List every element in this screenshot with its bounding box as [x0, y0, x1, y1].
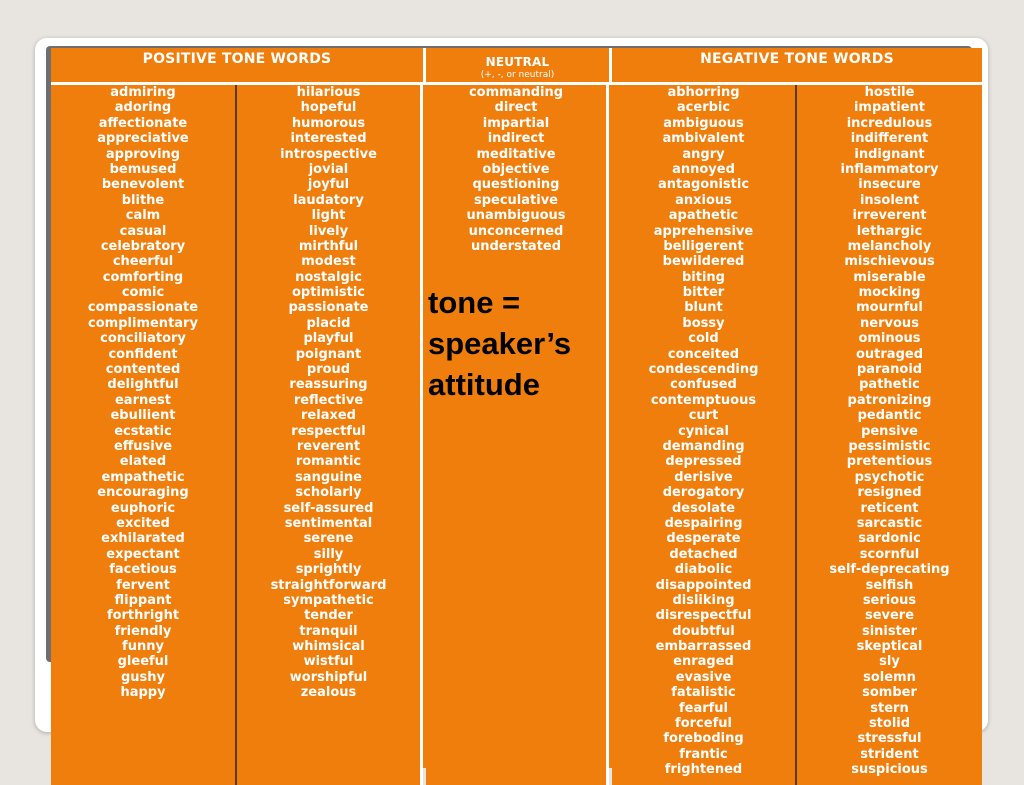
- tone-word: nervous: [860, 315, 919, 331]
- tone-word: somber: [862, 685, 917, 701]
- tone-word: apathetic: [668, 208, 739, 224]
- tone-word: sardonic: [858, 531, 921, 547]
- tone-word: frightened: [664, 762, 743, 778]
- tone-word: forceful: [675, 716, 732, 732]
- tone-word: derogatory: [662, 485, 745, 501]
- tone-word: forthright: [106, 608, 180, 624]
- tone-word: romantic: [295, 454, 362, 470]
- negative-header: [612, 48, 982, 82]
- tone-word: approving: [105, 146, 181, 162]
- tone-word: impatient: [853, 100, 926, 116]
- tone-word: stolid: [868, 716, 911, 732]
- tone-word: melancholy: [847, 238, 932, 254]
- neutral-header: [426, 48, 612, 82]
- tone-word: blunt: [684, 300, 723, 316]
- caption-line: tone =: [428, 285, 521, 320]
- tone-word: insecure: [858, 177, 921, 193]
- tone-word: bitter: [682, 285, 725, 301]
- tone-word: annoyed: [672, 161, 735, 177]
- tone-word: mournful: [856, 300, 923, 316]
- tone-word: sarcastic: [856, 515, 923, 531]
- tone-word: abhorring: [667, 85, 740, 100]
- tone-word: commanding: [468, 85, 564, 100]
- tone-word: irreverent: [852, 208, 927, 224]
- tone-word: indifferent: [850, 131, 929, 147]
- tone-word: impartial: [482, 115, 550, 131]
- tone-word: belligerent: [663, 238, 744, 254]
- tone-word: euphoric: [110, 500, 176, 516]
- tone-word: psychotic: [854, 469, 925, 485]
- tone-word: happy: [120, 685, 166, 701]
- tone-word: light: [311, 208, 346, 224]
- neutral-header-subtitle: (+, -, or neutral): [480, 70, 555, 80]
- tone-word: introspective: [280, 146, 377, 162]
- negative-header-title: NEGATIVE TONE WORDS: [700, 51, 894, 67]
- tone-word: pathetic: [859, 377, 920, 393]
- tone-word: disrespectful: [655, 608, 752, 624]
- neutral-words-column: [426, 85, 609, 785]
- tone-word: condescending: [648, 362, 759, 378]
- tone-word: depressed: [665, 454, 742, 470]
- tone-word: proud: [306, 362, 351, 378]
- tone-word: relaxed: [301, 408, 356, 424]
- tone-word: sinister: [861, 623, 918, 639]
- tone-word: biting: [682, 269, 725, 285]
- tone-word: conciliatory: [100, 331, 186, 347]
- tone-word: sly: [879, 654, 900, 670]
- tone-word: serious: [862, 592, 917, 608]
- tone-words-table: [51, 48, 982, 778]
- positive-header-title: POSITIVE TONE WORDS: [142, 51, 332, 67]
- tone-word: confident: [108, 346, 178, 362]
- tone-word: foreboding: [663, 731, 744, 747]
- tone-word: apprehensive: [653, 223, 754, 239]
- tone-word: elated: [119, 454, 167, 470]
- tone-word: empathetic: [101, 469, 185, 485]
- tone-word: contemptuous: [650, 392, 757, 408]
- tone-word: contented: [105, 362, 181, 378]
- tone-word: pensive: [861, 423, 918, 439]
- tone-word: curt: [688, 408, 719, 424]
- tone-word: speculative: [473, 192, 558, 208]
- tone-word: earnest: [114, 392, 172, 408]
- tone-word: resigned: [857, 485, 922, 501]
- tone-word: comforting: [102, 269, 184, 285]
- tone-word: outraged: [855, 346, 923, 362]
- tone-word: calm: [125, 208, 161, 224]
- tone-word: sprightly: [295, 562, 362, 578]
- tone-word: appreciative: [97, 131, 189, 147]
- tone-word: miserable: [853, 269, 926, 285]
- tone-word: sympathetic: [283, 592, 374, 608]
- tone-word: mocking: [858, 285, 921, 301]
- tone-word: humorous: [291, 115, 366, 131]
- tone-word: ambiguous: [663, 115, 744, 131]
- tone-word: compassionate: [87, 300, 199, 316]
- tone-word: conceited: [667, 346, 740, 362]
- tone-word: worshipful: [289, 669, 368, 685]
- tone-word: serene: [303, 531, 354, 547]
- tone-word: derisive: [674, 469, 733, 485]
- tone-word: frantic: [679, 746, 728, 762]
- positive-header: [51, 48, 426, 82]
- tone-word: self-assured: [283, 500, 374, 516]
- tone-word: complimentary: [88, 315, 198, 331]
- tone-word: questioning: [472, 177, 560, 193]
- tone-definition-caption: [428, 282, 571, 405]
- tone-word: pessimistic: [848, 438, 931, 454]
- tone-word: expectant: [106, 546, 180, 562]
- tone-word: indignant: [854, 146, 925, 162]
- tone-word: acerbic: [676, 100, 731, 116]
- tone-word: disliking: [672, 592, 735, 608]
- tone-word: paranoid: [856, 362, 923, 378]
- tone-word: cheerful: [112, 254, 174, 270]
- tone-word: interested: [290, 131, 367, 147]
- tone-word: straightforward: [270, 577, 387, 593]
- tone-word: ebullient: [110, 408, 176, 424]
- neutral-header-title: NEUTRAL: [485, 55, 550, 69]
- tone-word: ecstatic: [114, 423, 172, 439]
- tone-word: passionate: [288, 300, 369, 316]
- tone-word: encouraging: [97, 485, 189, 501]
- tone-word: comic: [121, 285, 165, 301]
- tone-word: placid: [306, 315, 351, 331]
- positive-words-column-1: [51, 85, 237, 785]
- tone-word: strident: [860, 746, 919, 762]
- tone-word: tender: [304, 608, 353, 624]
- tone-word: blithe: [121, 192, 165, 208]
- tone-word: modest: [301, 254, 356, 270]
- tone-word: lethargic: [856, 223, 923, 239]
- tone-word: joyful: [307, 177, 350, 193]
- tone-word: antagonistic: [657, 177, 750, 193]
- caption-line: attitude: [428, 367, 540, 402]
- tone-word: diabolic: [674, 562, 733, 578]
- tone-word: casual: [119, 223, 167, 239]
- tone-word: whimsical: [292, 639, 365, 655]
- tone-word: skeptical: [856, 639, 923, 655]
- tone-word: enraged: [673, 654, 734, 670]
- tone-word: mischievous: [844, 254, 935, 270]
- tone-word: cold: [688, 331, 719, 347]
- tone-word: solemn: [863, 669, 916, 685]
- tone-word: affectionate: [98, 115, 188, 131]
- tone-word: reassuring: [289, 377, 368, 393]
- tone-word: desperate: [666, 531, 741, 547]
- tone-word: bewildered: [662, 254, 745, 270]
- tone-word: scornful: [859, 546, 920, 562]
- tone-word: stressful: [857, 731, 922, 747]
- tone-word: unambiguous: [466, 208, 566, 224]
- negative-words-column-1: [612, 85, 797, 785]
- tone-word: nostalgic: [295, 269, 362, 285]
- tone-word: indirect: [487, 131, 545, 147]
- tone-word: effusive: [113, 438, 173, 454]
- tone-word: suspicious: [851, 762, 928, 778]
- tone-word: celebratory: [100, 238, 186, 254]
- tone-word: reflective: [293, 392, 364, 408]
- tone-word: admiring: [110, 85, 176, 100]
- tone-word: meditative: [476, 146, 556, 162]
- tone-word: optimistic: [291, 285, 366, 301]
- tone-word: fearful: [678, 700, 729, 716]
- tone-word: evasive: [675, 669, 732, 685]
- tone-word: despairing: [664, 515, 743, 531]
- tone-word: incredulous: [846, 115, 933, 131]
- tone-word: inflammatory: [840, 161, 939, 177]
- tone-word: hopeful: [300, 100, 357, 116]
- tone-word: silly: [313, 546, 344, 562]
- tone-word: excited: [116, 515, 170, 531]
- tone-word: sentimental: [284, 515, 373, 531]
- tone-word: self-deprecating: [829, 562, 950, 578]
- tone-word: ambivalent: [662, 131, 745, 147]
- tone-word: selfish: [865, 577, 914, 593]
- positive-words-column-2: [237, 85, 423, 785]
- tone-word: desolate: [671, 500, 736, 516]
- tone-word: doubtful: [672, 623, 735, 639]
- tone-word: zealous: [300, 685, 357, 701]
- tone-word: gleeful: [117, 654, 169, 670]
- tone-word: patronizing: [847, 392, 932, 408]
- tone-word: lively: [308, 223, 349, 239]
- tone-word: hostile: [864, 85, 915, 100]
- tone-word: insolent: [859, 192, 920, 208]
- tone-word: adoring: [114, 100, 172, 116]
- tone-word: playful: [303, 331, 354, 347]
- tone-word: delightful: [107, 377, 179, 393]
- tone-word: friendly: [114, 623, 172, 639]
- tone-word: direct: [494, 100, 538, 116]
- tone-word: exhilarated: [101, 531, 185, 547]
- tone-word: confused: [670, 377, 737, 393]
- tone-word: cynical: [678, 423, 729, 439]
- tone-word: severe: [864, 608, 915, 624]
- tone-word: fatalistic: [671, 685, 736, 701]
- tone-word: anxious: [675, 192, 732, 208]
- tone-word: sanguine: [295, 469, 362, 485]
- tone-word: unconcerned: [468, 223, 564, 239]
- tone-word: jovial: [308, 161, 349, 177]
- tone-word: embarrassed: [655, 639, 752, 655]
- tone-word: facetious: [109, 562, 177, 578]
- tone-word: laudatory: [293, 192, 364, 208]
- tone-word: poignant: [295, 346, 362, 362]
- tone-word: disappointed: [655, 577, 752, 593]
- tone-word: gushy: [120, 669, 166, 685]
- tone-word: demanding: [662, 438, 745, 454]
- tone-word: flippant: [114, 592, 172, 608]
- tone-word: understated: [470, 238, 562, 254]
- tone-word: funny: [122, 639, 164, 655]
- tone-word: detached: [669, 546, 738, 562]
- tone-word: scholarly: [295, 485, 362, 501]
- tone-word: pedantic: [857, 408, 922, 424]
- tone-word: reverent: [296, 438, 361, 454]
- tone-word: bemused: [109, 161, 177, 177]
- tone-word: hilarious: [296, 85, 361, 100]
- tone-word: fervent: [116, 577, 170, 593]
- tone-word: angry: [682, 146, 725, 162]
- tone-word: reticent: [860, 500, 919, 516]
- tone-word: tranquil: [299, 623, 358, 639]
- tone-word: objective: [482, 161, 550, 177]
- tone-word: bossy: [682, 315, 725, 331]
- tone-word: pretentious: [846, 454, 933, 470]
- tone-word: wistful: [303, 654, 354, 670]
- tone-word: ominous: [858, 331, 921, 347]
- caption-line: speaker’s: [428, 326, 572, 361]
- negative-words-column-2: [797, 85, 982, 785]
- tone-word: mirthful: [298, 238, 359, 254]
- tone-word: respectful: [291, 423, 366, 439]
- tone-word: benevolent: [101, 177, 185, 193]
- tone-word: stern: [870, 700, 909, 716]
